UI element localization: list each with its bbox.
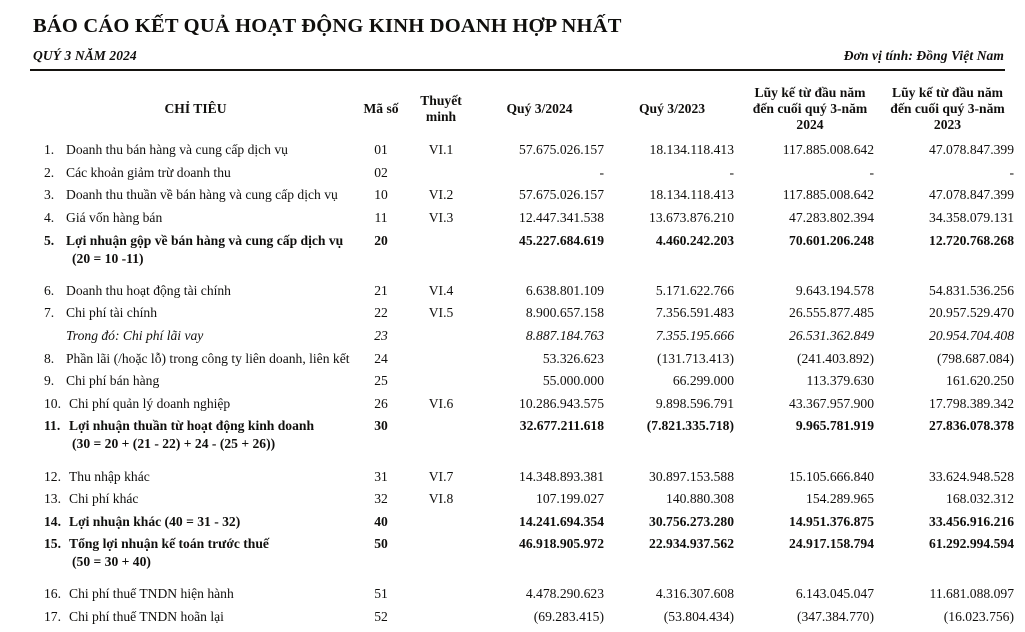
cell-empty — [475, 252, 610, 269]
table-row — [30, 370, 1015, 393]
cell-empty — [355, 437, 407, 454]
row-label-text: Chi phí khác — [69, 491, 139, 507]
row-index: 10. — [44, 395, 61, 411]
cell-ytd2024: 14.951.376.875 — [789, 513, 874, 529]
cell-ytd2023: 168.032.312 — [946, 491, 1014, 507]
column-header-code: Mã số — [363, 100, 399, 116]
cell-code: 31 — [374, 468, 388, 484]
cell-ytd2024: 15.105.666.840 — [789, 468, 874, 484]
cell-q2023: 30.756.273.280 — [649, 513, 734, 529]
cell-empty — [475, 555, 610, 572]
cell-q2024: 4.478.290.623 — [525, 586, 604, 602]
cell-note: VI.6 — [428, 395, 454, 411]
cell-ytd2024: (241.403.892) — [796, 350, 874, 366]
cell-q2023: 13.673.876.210 — [649, 209, 734, 225]
cell-q2023: 7.356.591.483 — [655, 305, 734, 321]
cell-ytd2024: 9.643.194.578 — [795, 282, 874, 298]
cell-ytd2023: 47.078.847.399 — [929, 142, 1014, 158]
row-label-text: Lợi nhuận thuần từ hoạt động kinh doanh — [69, 418, 315, 434]
table-row — [30, 229, 1015, 252]
cell-q2024: 14.241.694.354 — [519, 513, 604, 529]
cell-label — [30, 206, 355, 229]
row-index: 6. — [44, 282, 55, 298]
cell-note: VI.3 — [428, 209, 454, 225]
cell-ytd2023: (798.687.084) — [936, 350, 1014, 366]
row-spacer — [30, 268, 1015, 279]
cell-q2023: 22.934.937.562 — [649, 536, 734, 552]
table-row — [30, 279, 1015, 302]
row-label-text: Lợi nhuận gộp về bán hàng và cung cấp dịch vụ — [66, 232, 344, 248]
cell-ytd2023: 54.831.536.256 — [929, 282, 1014, 298]
cell-label-continuation: (50 = 30 + 40) — [72, 554, 151, 570]
table-row — [30, 302, 1015, 325]
cell-code: 24 — [374, 350, 388, 366]
cell-q2023: 9.898.596.791 — [655, 395, 734, 411]
row-index: 16. — [44, 586, 61, 602]
cell-ytd2023: 161.620.250 — [946, 373, 1014, 389]
column-header-ytd2023: Lũy kế từ đầu năm đến cuối quý 3-năm 2023 — [890, 84, 1005, 132]
cell-ytd2023: (16.023.756) — [943, 609, 1014, 625]
cell-ytd2023: 27.836.078.378 — [929, 418, 1014, 434]
cell-note — [407, 415, 475, 438]
table-row — [30, 392, 1015, 415]
cell-ytd2023: 11.681.088.097 — [929, 586, 1014, 602]
cell-q2024: 14.348.893.381 — [519, 468, 604, 484]
row-index: 7. — [44, 305, 55, 321]
row-index: 12. — [44, 468, 61, 484]
cell-q2024: (69.283.415) — [533, 609, 604, 625]
cell-code: 01 — [374, 142, 388, 158]
cell-note — [407, 370, 475, 393]
cell-code: 50 — [374, 536, 388, 552]
cell-label-continuation: (20 = 10 -11) — [72, 250, 144, 266]
page-title: BÁO CÁO KẾT QUẢ HOẠT ĐỘNG KINH DOANH HỢP NHẤT — [33, 15, 622, 37]
row-label-text: Chi phí thuế TNDN hiện hành — [69, 586, 234, 602]
table-row — [30, 347, 1015, 370]
cell-ytd2023: 34.358.079.131 — [929, 209, 1014, 225]
row-spacer — [30, 454, 1015, 465]
row-spacer-cell — [30, 572, 1015, 583]
cell-label — [30, 510, 355, 533]
row-index: 17. — [44, 609, 61, 625]
cell-label — [30, 279, 355, 302]
cell-q2023: 18.134.118.413 — [649, 187, 734, 203]
cell-ytd2023: 33.456.916.216 — [929, 513, 1014, 529]
cell-q2024: 12.447.341.538 — [519, 209, 604, 225]
cell-q2023: 4.460.242.203 — [655, 232, 734, 248]
cell-label — [30, 606, 355, 629]
cell-q2023: - — [729, 164, 734, 180]
cell-note — [407, 324, 475, 347]
cell-q2024: 55.000.000 — [542, 373, 604, 389]
cell-ytd2023: 61.292.994.594 — [929, 536, 1014, 552]
cell-q2024: 46.918.905.972 — [519, 536, 604, 552]
cell-q2024: 57.675.026.157 — [519, 187, 604, 203]
table-row-continuation — [30, 437, 1015, 454]
table-row — [30, 583, 1015, 606]
row-label-text: Phần lãi (/hoặc lỗ) trong công ty liên doanh, liên kết — [66, 350, 350, 366]
cell-ytd2024: 43.367.957.900 — [789, 395, 874, 411]
cell-q2024: 107.199.027 — [536, 491, 604, 507]
table-row — [30, 139, 1015, 162]
row-index: 1. — [44, 142, 55, 158]
row-label-text: Các khoản giảm trừ doanh thu — [66, 164, 231, 180]
cell-label — [30, 139, 355, 162]
cell-empty — [610, 555, 740, 572]
cell-q2024: - — [599, 164, 604, 180]
cell-ytd2024: (347.384.770) — [796, 609, 874, 625]
table-row — [30, 606, 1015, 629]
cell-empty — [610, 252, 740, 269]
row-spacer — [30, 572, 1015, 583]
row-label-text: Doanh thu hoạt động tài chính — [66, 282, 231, 298]
cell-q2024: 32.677.211.618 — [519, 418, 604, 434]
row-index: 3. — [44, 187, 55, 203]
cell-ytd2024: 26.555.877.485 — [789, 305, 874, 321]
cell-label — [30, 465, 355, 488]
cell-ytd2023: 20.954.704.408 — [929, 327, 1014, 343]
cell-code: 30 — [374, 418, 388, 434]
table-row — [30, 184, 1015, 207]
table-row — [30, 206, 1015, 229]
cell-label — [30, 347, 355, 370]
cell-label — [30, 184, 355, 207]
cell-code: 23 — [374, 327, 388, 343]
cell-ytd2023: 12.720.768.268 — [929, 232, 1014, 248]
table-row — [30, 465, 1015, 488]
cell-code: 22 — [374, 305, 388, 321]
cell-q2023: (7.821.335.718) — [646, 418, 734, 434]
cell-ytd2024: - — [869, 164, 874, 180]
cell-label — [30, 370, 355, 393]
cell-label-continuation: (30 = 20 + (21 - 22) + 24 - (25 + 26)) — [72, 436, 276, 452]
cell-ytd2024: 70.601.206.248 — [789, 232, 874, 248]
row-index: 14. — [44, 513, 61, 529]
cell-empty — [407, 437, 475, 454]
cell-empty — [355, 252, 407, 269]
cell-label — [30, 161, 355, 184]
row-index: 8. — [44, 350, 55, 366]
cell-ytd2024: 117.885.008.642 — [782, 187, 874, 203]
row-label-text: Doanh thu bán hàng và cung cấp dịch vụ — [66, 142, 288, 158]
cell-code: 40 — [374, 513, 388, 529]
cell-label — [30, 392, 355, 415]
row-label-text: Chi phí quản lý doanh nghiệp — [69, 395, 231, 411]
cell-empty — [740, 252, 880, 269]
row-label-text: Chi phí bán hàng — [66, 373, 160, 389]
row-index: 15. — [44, 536, 61, 552]
cell-note — [407, 533, 475, 556]
cell-empty — [610, 437, 740, 454]
cell-label — [30, 533, 355, 556]
cell-empty — [740, 437, 880, 454]
row-index: 2. — [44, 164, 55, 180]
cell-q2024: 8.887.184.763 — [525, 327, 604, 343]
cell-q2023: 30.897.153.588 — [649, 468, 734, 484]
table-row-continuation — [30, 252, 1015, 269]
cell-q2023: 18.134.118.413 — [649, 142, 734, 158]
table-row — [30, 161, 1015, 184]
cell-q2023: 66.299.000 — [672, 373, 734, 389]
cell-label — [30, 229, 355, 252]
table-header — [30, 85, 1015, 139]
table-row — [30, 510, 1015, 533]
table-row-continuation — [30, 555, 1015, 572]
cell-note: VI.1 — [428, 142, 454, 158]
column-header-ytd2024: Lũy kế từ đầu năm đến cuối quý 3-năm 2024 — [752, 84, 868, 132]
cell-note: VI.2 — [428, 187, 454, 203]
cell-label — [30, 302, 355, 325]
cell-note: VI.5 — [428, 305, 454, 321]
cell-note — [407, 161, 475, 184]
cell-note — [407, 229, 475, 252]
cell-ytd2024: 154.289.965 — [806, 491, 874, 507]
cell-note — [407, 606, 475, 629]
column-header-note: Thuyết minh — [420, 92, 462, 124]
cell-ytd2023: 20.957.529.470 — [929, 305, 1014, 321]
cell-code: 20 — [374, 232, 388, 248]
cell-code: 32 — [374, 491, 388, 507]
cell-empty — [355, 555, 407, 572]
cell-ytd2024: 113.379.630 — [806, 373, 874, 389]
column-header-label: CHỈ TIÊU — [164, 100, 227, 116]
cell-code: 26 — [374, 395, 388, 411]
cell-code: 21 — [374, 282, 388, 298]
cell-ytd2023: 17.798.389.342 — [929, 395, 1014, 411]
cell-q2023: 140.880.308 — [666, 491, 734, 507]
cell-code: 51 — [374, 586, 388, 602]
cell-note: VI.8 — [428, 491, 454, 507]
cell-q2023: 7.355.195.666 — [655, 327, 734, 343]
cell-ytd2024: 47.283.802.394 — [789, 209, 874, 225]
table-row — [30, 488, 1015, 511]
cell-ytd2024: 9.965.781.919 — [795, 418, 874, 434]
header-divider — [30, 69, 1005, 71]
cell-note — [407, 510, 475, 533]
table-body — [30, 139, 1015, 628]
cell-empty — [880, 437, 1015, 454]
cell-code: 11 — [374, 209, 388, 225]
cell-empty — [880, 555, 1015, 572]
row-label-text: Giá vốn hàng bán — [66, 209, 163, 225]
cell-empty — [407, 555, 475, 572]
row-label-text: Trong đó: Chi phí lãi vay — [66, 327, 204, 343]
cell-q2024: 45.227.684.619 — [519, 232, 604, 248]
column-header-q2024: Quý 3/2024 — [506, 100, 573, 116]
cell-code: 02 — [374, 164, 388, 180]
cell-q2023: 5.171.622.766 — [655, 282, 734, 298]
cell-ytd2023: 33.624.948.528 — [929, 468, 1014, 484]
row-spacer-cell — [30, 268, 1015, 279]
cell-ytd2024: 117.885.008.642 — [782, 142, 874, 158]
cell-ytd2024: 24.917.158.794 — [789, 536, 874, 552]
cell-q2024: 6.638.801.109 — [525, 282, 604, 298]
cell-code: 10 — [374, 187, 388, 203]
cell-note: VI.4 — [428, 282, 454, 298]
row-label-text: Chi phí thuế TNDN hoãn lại — [69, 609, 224, 625]
cell-q2024: 53.326.623 — [542, 350, 604, 366]
cell-code: 52 — [374, 609, 388, 625]
subtitle-row — [20, 39, 1005, 64]
cell-q2023: 4.316.307.608 — [655, 586, 734, 602]
row-label-text: Thu nhập khác — [69, 468, 150, 484]
cell-ytd2024: 26.531.362.849 — [789, 327, 874, 343]
cell-ytd2023: - — [1009, 164, 1014, 180]
row-label-text: Chi phí tài chính — [66, 305, 157, 321]
row-index: 4. — [44, 209, 55, 225]
table-row — [30, 415, 1015, 438]
cell-q2024: 57.675.026.157 — [519, 142, 604, 158]
cell-q2023: (131.713.413) — [656, 350, 734, 366]
row-label-text: Doanh thu thuần về bán hàng và cung cấp dịch vụ — [66, 187, 338, 203]
table-header-row — [30, 85, 1015, 139]
cell-q2024: 8.900.657.158 — [525, 305, 604, 321]
row-index: 9. — [44, 373, 55, 389]
currency-unit-note: Đơn vị tính: Đồng Việt Nam — [843, 47, 1004, 63]
cell-empty — [880, 252, 1015, 269]
cell-empty — [475, 437, 610, 454]
row-label-text: Tổng lợi nhuận kế toán trước thuế — [69, 536, 269, 552]
table-row — [30, 533, 1015, 556]
cell-ytd2024: 6.143.045.047 — [795, 586, 874, 602]
cell-q2023: (53.804.434) — [663, 609, 734, 625]
cell-code: 25 — [374, 373, 388, 389]
cell-ytd2023: 47.078.847.399 — [929, 187, 1014, 203]
cell-note — [407, 583, 475, 606]
cell-label — [30, 583, 355, 606]
cell-label — [30, 324, 355, 347]
cell-empty — [740, 555, 880, 572]
row-index: 11. — [44, 418, 61, 434]
row-label-text: Lợi nhuận khác (40 = 31 - 32) — [69, 513, 241, 529]
column-header-q2023: Quý 3/2023 — [638, 100, 706, 116]
cell-note: VI.7 — [428, 468, 454, 484]
cell-label — [30, 415, 355, 438]
row-spacer-cell — [30, 454, 1015, 465]
row-index: 13. — [44, 491, 61, 507]
table-row — [30, 324, 1015, 347]
cell-label — [30, 488, 355, 511]
cell-empty — [407, 252, 475, 269]
report-period: QUÝ 3 NĂM 2024 — [33, 47, 137, 63]
income-statement-table — [30, 85, 1015, 629]
cell-note — [407, 347, 475, 370]
cell-q2024: 10.286.943.575 — [519, 395, 604, 411]
row-index: 5. — [44, 232, 55, 248]
